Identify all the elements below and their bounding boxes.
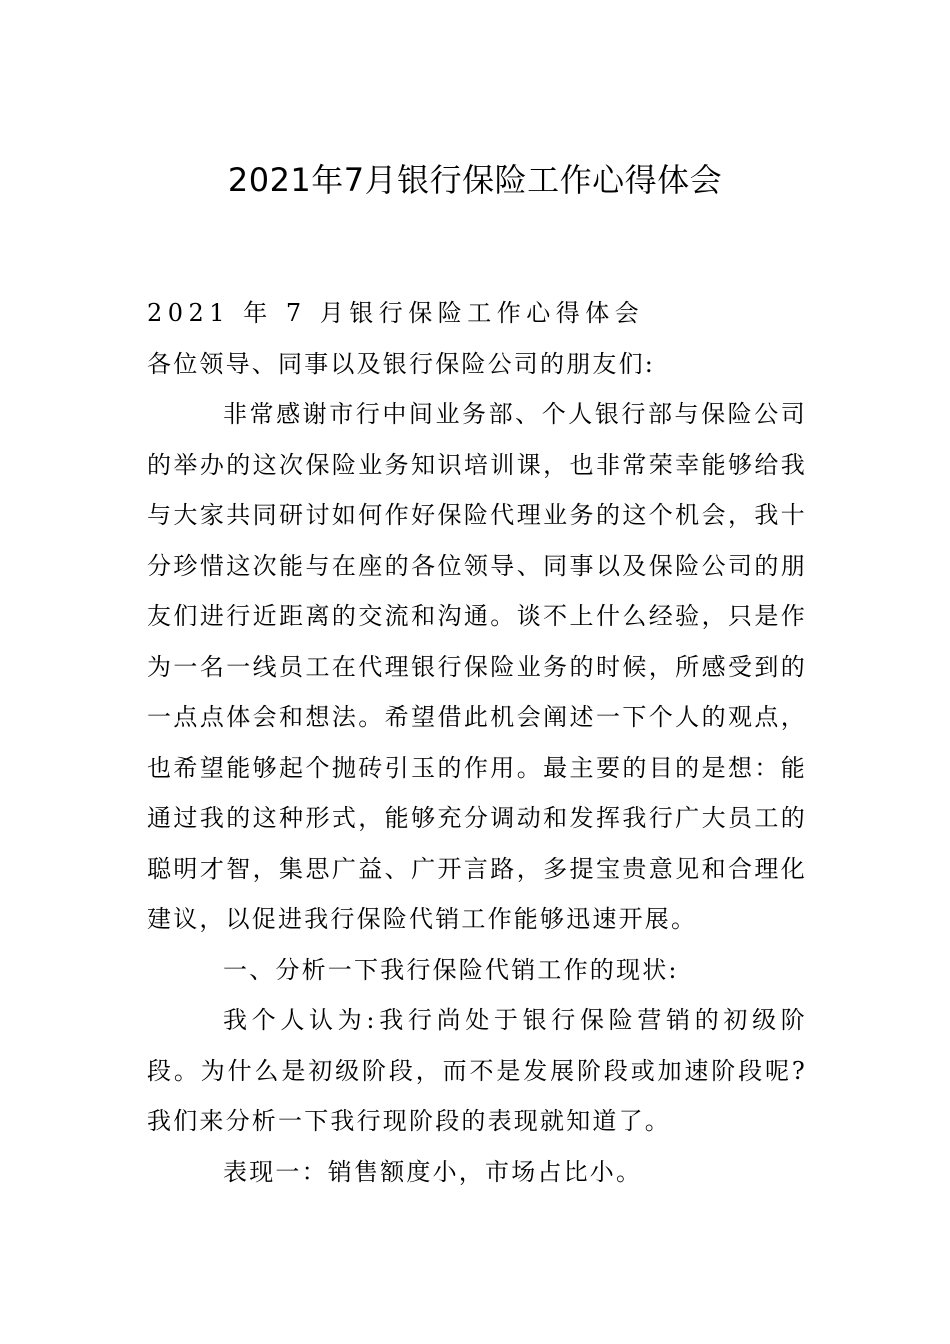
document-subtitle: 2021 年 7 月银行保险工作心得体会	[147, 299, 645, 327]
document-title: 2021年7月银行保险工作心得体会	[227, 161, 723, 199]
paragraph-performance-one: 表现一：销售额度小，市场占比小。	[223, 1157, 643, 1186]
paragraph-analysis: 我个人认为:我行尚处于银行保险营销的初级阶段。为什么是初级阶段，而不是发展阶段或加速阶段呢?我们来分析一下我行现阶段的表现就知道了。	[147, 1006, 807, 1135]
section-heading-status: 一、分析一下我行保险代销工作的现状:	[223, 955, 679, 984]
document-body	[147, 288, 807, 1197]
paragraph-intro: 非常感谢市行中间业务部、个人银行部与保险公司的举办的这次保险业务知识培训课，也非常荣幸能够给我与大家共同研讨如何作好保险代理业务的这个机会，我十分珍惜这次能与在座的各位领导、同事以及保险公司的朋友们进行近距离的交流和沟通。谈不上什么经验，只是作为一名一线员工在代理银行保险业务的时候，所感受到的一点点体会和想法。希望借此机会阐述一下个人的观点，也希望能够起个抛砖引玉的作用。最主要的目的是想：能通过我的这种形式，能够充分调动和发挥我行广大员工的聪明才智，集思广益、广开言路，多提宝贵意见和合理化建议，以促进我行保险代销工作能够迅速开展。	[147, 400, 807, 933]
greeting-line: 各位领导、同事以及银行保险公司的朋友们:	[147, 349, 656, 378]
